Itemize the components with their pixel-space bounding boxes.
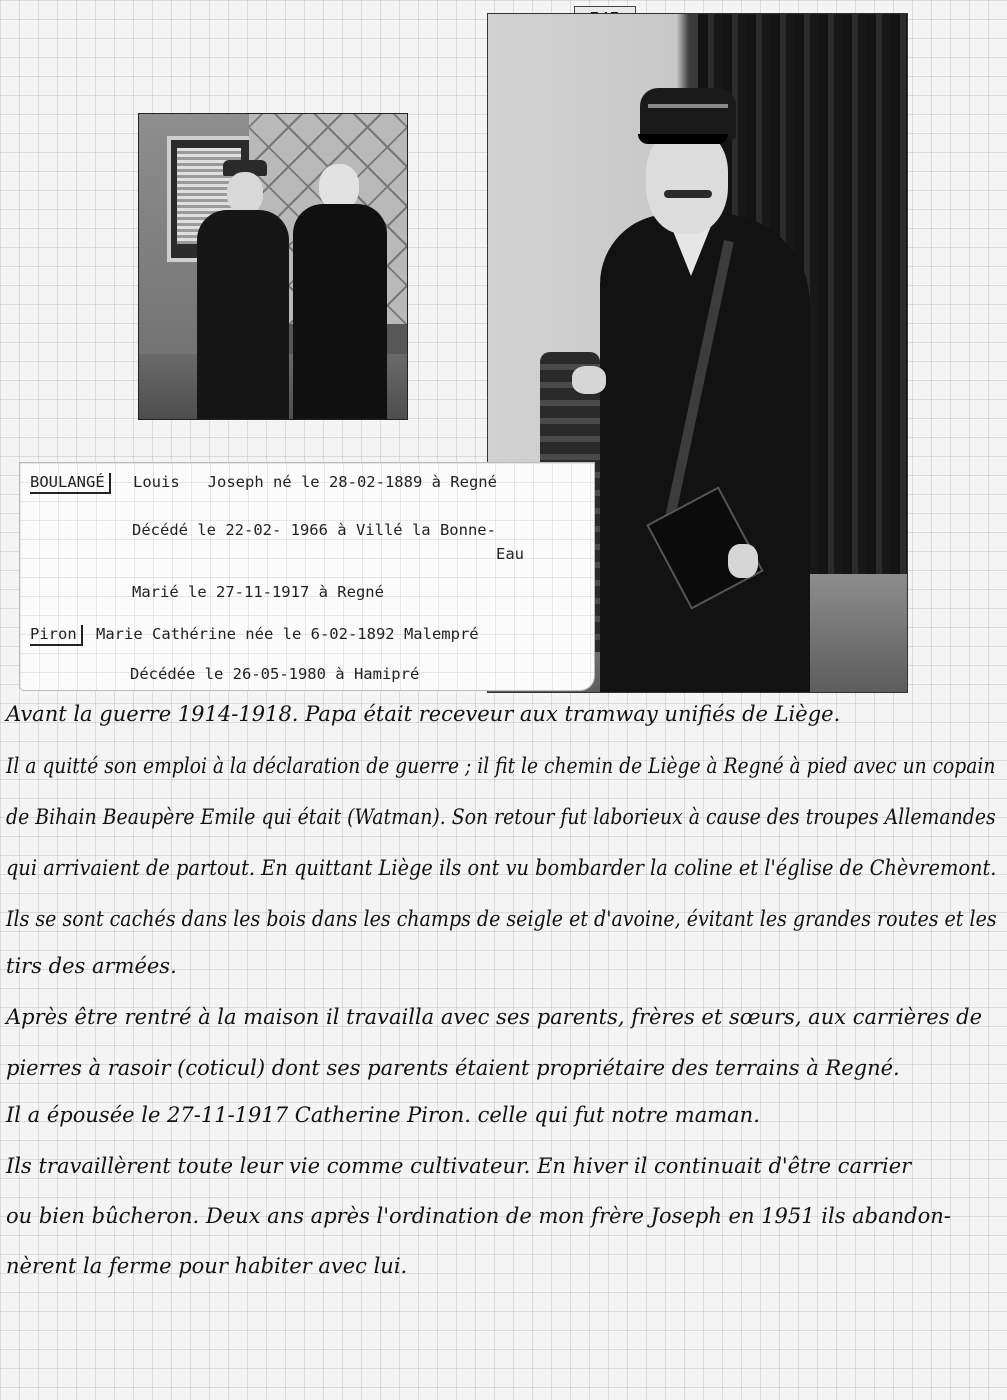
photo-man	[191, 160, 291, 419]
photo-mustache	[664, 190, 712, 198]
handwritten-line: Il a épousée le 27-11-1917 Catherine Piron. celle qui fut notre maman.	[6, 1103, 760, 1127]
card-surname-piron: Piron	[30, 625, 83, 646]
card-surname-boulange: BOULANGÉ	[30, 473, 111, 494]
card-death-line-cont: Eau	[496, 545, 524, 563]
photo-kepi-visor	[638, 134, 728, 144]
couple-photo	[139, 114, 407, 419]
photo-hand	[728, 544, 758, 578]
card-birth-line: Louis Joseph né le 28-02-1889 à Regné	[133, 473, 497, 491]
card-death-line: Décédé le 22-02- 1966 à Villé la Bonne-	[132, 521, 496, 539]
photo-face	[646, 130, 728, 234]
handwritten-line: tirs des armées.	[6, 954, 177, 978]
handwritten-line: nèrent la ferme pour habiter avec lui.	[6, 1254, 408, 1278]
photo-uniform-coat	[600, 214, 810, 692]
handwritten-line: de Bihain Beaupère Emile qui était (Watman). Son retour fut laborieux à cause des troupes Allemandes	[6, 805, 996, 829]
handwritten-line: Ils travaillèrent toute leur vie comme cultivateur. En hiver il continuait d'être carrier	[6, 1154, 912, 1178]
photo-hand-on-chair	[572, 366, 606, 394]
card-marriage-line: Marié le 27-11-1917 à Regné	[132, 583, 384, 601]
handwritten-line: qui arrivaient de partout. En quittant Liège ils ont vu bombarder la coline et l'église de Chèvremont.	[6, 856, 997, 880]
photo-kepi	[640, 88, 736, 140]
photo-kepi-band	[648, 104, 728, 108]
card-wife-birth-line: Marie Cathérine née le 6-02-1892 Malempré	[96, 625, 479, 643]
handwritten-biography	[0, 692, 1007, 1400]
handwritten-line: ou bien bûcheron. Deux ans après l'ordination de mon frère Joseph en 1951 ils abandon-	[6, 1204, 951, 1228]
card-wife-death-line: Décédée le 26-05-1980 à Hamipré	[130, 665, 420, 683]
handwritten-line: Après être rentré à la maison il travailla avec ses parents, frères et sœurs, aux carrières de	[6, 1005, 983, 1029]
handwritten-line: Ils se sont cachés dans les bois dans les champs de seigle et d'avoine, évitant les grandes routes et les	[6, 907, 997, 931]
photo-woman	[287, 164, 391, 419]
handwritten-line: Il a quitté son emploi à la déclaration de guerre ; il fit le chemin de Liège à Regné à pied avec un copain	[6, 754, 996, 778]
handwritten-line: pierres à rasoir (coticul) dont ses parents étaient propriétaire des terrains à Regné.	[6, 1056, 900, 1080]
handwritten-line: Avant la guerre 1914-1918. Papa était receveur aux tramway unifiés de Liège.	[6, 702, 841, 726]
genealogy-card	[20, 463, 594, 690]
